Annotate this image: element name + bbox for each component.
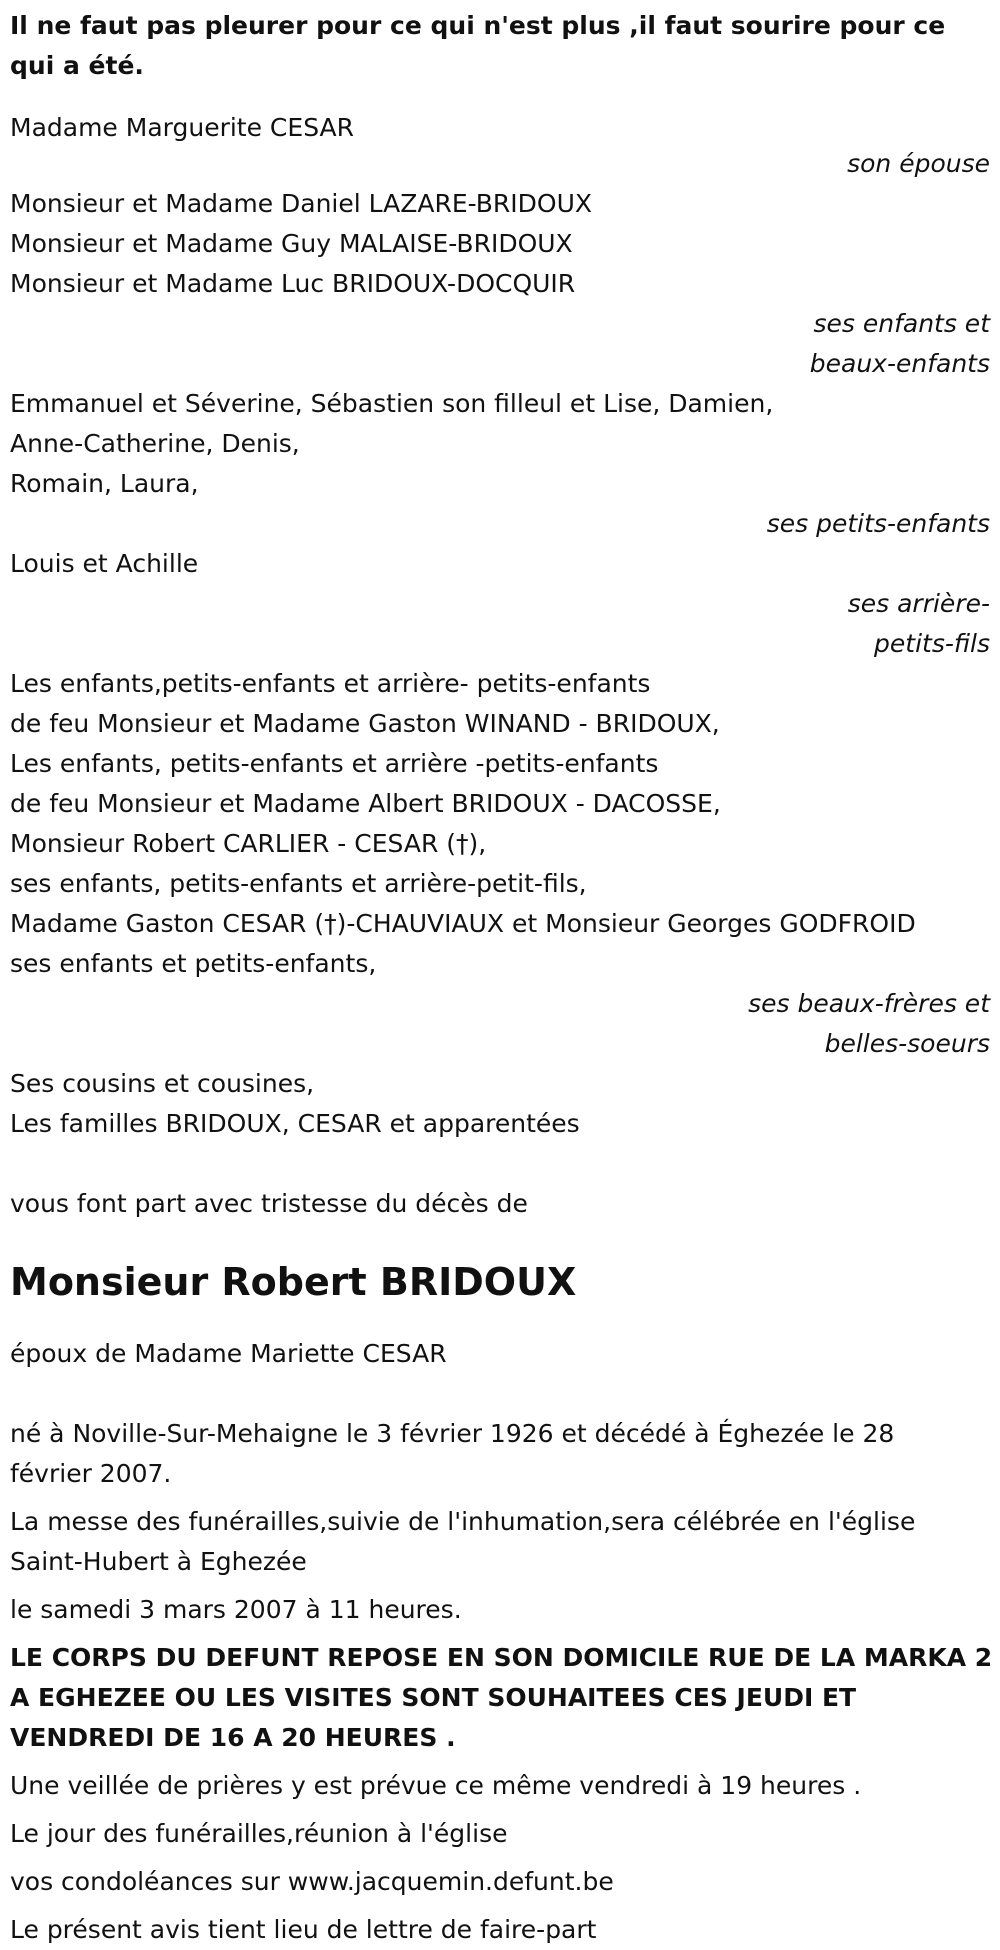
closing-text: Le présent avis tient lieu de lettre de faire-part — [10, 1915, 597, 1944]
in-law-line: Monsieur Robert CARLIER - CESAR (†), — [10, 829, 487, 858]
spouse-of: époux de Madame Mariette CESAR — [10, 1339, 447, 1368]
spouse-role: son épouse — [847, 149, 990, 178]
in-laws-role: ses beaux-frères et — [748, 989, 990, 1018]
announcement: vous font part avec tristesse du décès de — [10, 1189, 528, 1218]
children-role: ses enfants et — [813, 309, 990, 338]
meeting-info: Le jour des funérailles,réunion à l'église — [10, 1819, 508, 1848]
great-grandchildren-role: petits-fils — [874, 629, 990, 658]
in-law-line: de feu Monsieur et Madame Albert BRIDOUX - DACOSSE, — [10, 789, 721, 818]
in-law-line: Les enfants, petits-enfants et arrière -petits-enfants — [10, 749, 659, 778]
in-law-line: ses enfants et petits-enfants, — [10, 949, 377, 978]
body-notice: LE CORPS DU DEFUNT REPOSE EN SON DOMICILE RUE DE LA MARKA 2 A EGHEZEE OU LES VISITES SONT SOUHAITEES CES JEUDI ET VENDREDI DE 16 A 20 HEURES . — [10, 1643, 993, 1752]
mass-date: le samedi 3 mars 2007 à 11 heures. — [10, 1595, 462, 1624]
in-law-line: de feu Monsieur et Madame Gaston WINAND - BRIDOUX, — [10, 709, 720, 738]
grandchildren-role: ses petits-enfants — [766, 509, 990, 538]
in-laws-role: belles-soeurs — [824, 1029, 990, 1058]
cousins-line: Ses cousins et cousines, — [10, 1069, 315, 1098]
deceased-name: Monsieur Robert BRIDOUX — [10, 1260, 577, 1304]
in-law-line: Madame Gaston CESAR (†)-CHAUVIAUX et Monsieur Georges GODFROID — [10, 909, 916, 938]
birth-death: né à Noville-Sur-Mehaigne le 3 février 1926 et décédé à Éghezée le 28 février 2007. — [10, 1419, 895, 1488]
cousins-line: Les familles BRIDOUX, CESAR et apparentées — [10, 1109, 580, 1138]
vigil-info: Une veillée de prières y est prévue ce même vendredi à 19 heures . — [10, 1771, 862, 1800]
grandchildren-names: Emmanuel et Séverine, Sébastien son filleul et Lise, Damien, — [10, 389, 774, 418]
mass-info: La messe des funérailles,suivie de l'inhumation,sera célébrée en l'église Saint-Hubert à Eghezée — [10, 1507, 916, 1576]
spouse-name: Madame Marguerite CESAR — [10, 113, 354, 142]
child-name: Monsieur et Madame Guy MALAISE-BRIDOUX — [10, 229, 573, 258]
grandchildren-names: Romain, Laura, — [10, 469, 199, 498]
great-grandchildren-names: Louis et Achille — [10, 549, 199, 578]
in-law-line: ses enfants, petits-enfants et arrière-petit-fils, — [10, 869, 587, 898]
child-name: Monsieur et Madame Daniel LAZARE-BRIDOUX — [10, 189, 593, 218]
in-law-line: Les enfants,petits-enfants et arrière- petits-enfants — [10, 669, 651, 698]
great-grandchildren-role: ses arrière- — [847, 589, 990, 618]
condolences-info: vos condoléances sur www.jacquemin.defunt.be — [10, 1867, 614, 1896]
children-role: beaux-enfants — [809, 349, 990, 378]
quote: Il ne faut pas pleurer pour ce qui n'est plus ,il faut sourire pour ce qui a été. — [10, 11, 946, 80]
child-name: Monsieur et Madame Luc BRIDOUX-DOCQUIR — [10, 269, 576, 298]
grandchildren-names: Anne-Catherine, Denis, — [10, 429, 300, 458]
